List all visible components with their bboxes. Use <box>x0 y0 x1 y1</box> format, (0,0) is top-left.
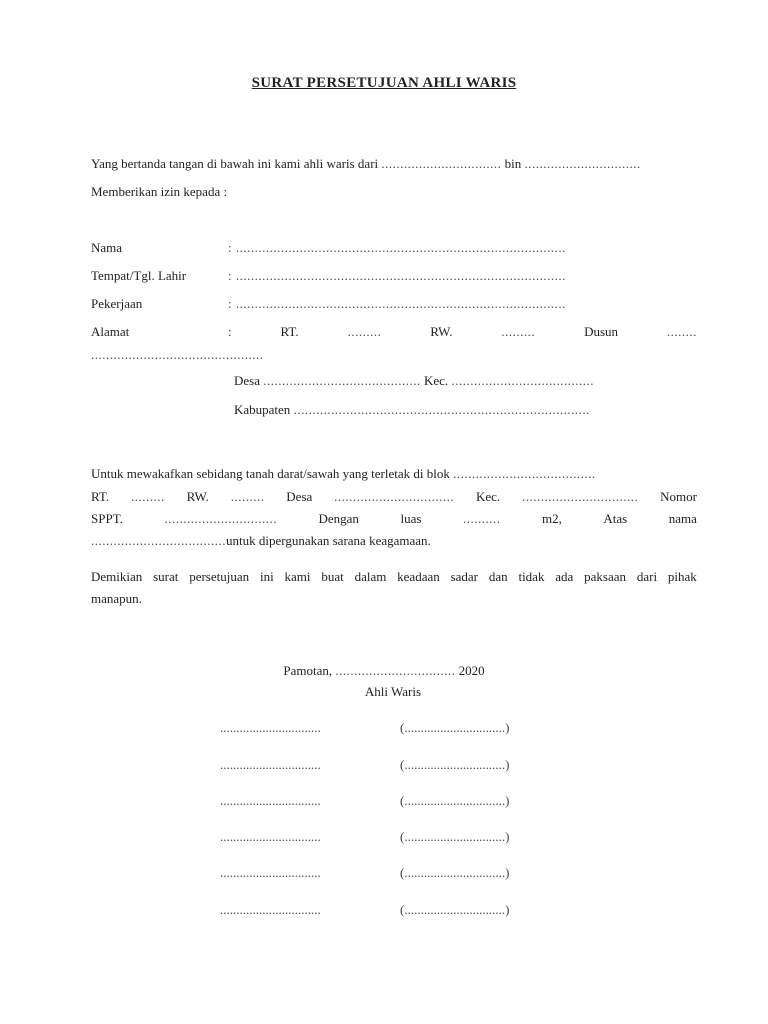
field-value: : ........................................................................................ <box>228 268 566 283</box>
rt-blank: ......... <box>130 489 165 504</box>
field-tempat-tgl-lahir <box>91 268 697 284</box>
word: sadar <box>450 569 479 584</box>
word: luas <box>400 511 422 526</box>
dusun-label: Dusun <box>584 324 619 339</box>
signature-blank: ............................... <box>220 720 321 735</box>
word: Demikian <box>91 569 143 584</box>
blok-blank: ...................................... <box>453 466 596 481</box>
word: paksaan <box>584 569 627 584</box>
wakaf-line-3 <box>91 511 697 527</box>
word: m2, <box>541 511 562 526</box>
wakaf-text: Untuk mewakafkan sebidang tanah darat/sawah yang terletak di blok <box>91 466 450 481</box>
rt-label: RT. <box>280 324 299 339</box>
heir-name-blank: (...............................) <box>400 902 510 917</box>
desa-blank: ................................ <box>334 489 455 504</box>
kec-blank: ...................................... <box>451 373 594 388</box>
rw-blank: ......... <box>501 324 536 339</box>
closing-line-1 <box>91 569 697 585</box>
word: nama <box>668 511 697 526</box>
word: kami <box>284 569 311 584</box>
heirs-label: Ahli Waris <box>364 684 422 699</box>
desa-label: Desa <box>286 489 313 504</box>
word: ada <box>555 569 574 584</box>
word: pihak <box>667 569 697 584</box>
kec-label: Kec. <box>424 373 449 388</box>
wakaf-line-1 <box>91 466 697 482</box>
wakaf-line-4 <box>91 533 697 549</box>
word: persetujuan <box>189 569 250 584</box>
sppt-label: SPPT. <box>91 511 123 526</box>
word: dalam <box>354 569 387 584</box>
word: dari <box>636 569 658 584</box>
kec-blank: ............................... <box>522 489 639 504</box>
address-continuation-blank: .............................................. <box>91 347 264 362</box>
heir-name-blank: (...............................) <box>400 757 510 772</box>
nomor-label: Nomor <box>660 489 697 504</box>
field-label: Alamat <box>91 324 130 339</box>
field-label: Nama <box>91 240 123 255</box>
luas-blank: .......... <box>462 511 501 526</box>
signature-blank: ............................... <box>220 902 321 917</box>
rw-label: RW. <box>430 324 453 339</box>
word: ini <box>259 569 274 584</box>
field-value: : ........................................................................................ <box>228 296 566 311</box>
year: 2020 <box>458 663 485 678</box>
desa-label: Desa <box>234 373 260 388</box>
rt-blank: ......... <box>347 324 382 339</box>
heir-name-blank: (...............................) <box>400 720 510 735</box>
kabupaten-blank: ............................................................................... <box>293 402 590 417</box>
colon: : <box>228 324 232 339</box>
rt-label: RT. <box>91 489 110 504</box>
closing-line-2: manapun. <box>91 591 142 606</box>
wakaf-purpose: untuk dipergunakan sarana keagamaan. <box>226 533 431 548</box>
word: keadaan <box>397 569 440 584</box>
kec-label: Kec. <box>475 489 501 504</box>
intro-line <box>91 156 697 172</box>
signature-blank: ............................... <box>220 865 321 880</box>
rw-label: RW. <box>186 489 209 504</box>
field-nama <box>91 240 697 256</box>
wakaf-line-2 <box>91 489 697 505</box>
dusun-blank: ........ <box>666 324 697 339</box>
field-alamat <box>91 324 697 340</box>
sppt-blank: .............................. <box>164 511 277 526</box>
deceased-name-blank: ................................ <box>381 156 502 171</box>
bin-text: bin <box>504 156 522 171</box>
date-blank: ................................ <box>335 663 456 678</box>
atas-nama-blank: .................................... <box>91 533 226 548</box>
signature-blank: ............................... <box>220 757 321 772</box>
field-label: Pekerjaan <box>91 296 143 311</box>
word: Dengan <box>318 511 359 526</box>
heir-name-blank: (...............................) <box>400 865 510 880</box>
intro-text: Yang bertanda tangan di bawah ini kami ahli waris dari <box>91 156 379 171</box>
address-desa-kec <box>234 373 697 389</box>
word: surat <box>153 569 179 584</box>
father-name-blank: ............................... <box>524 156 641 171</box>
field-pekerjaan <box>91 296 697 312</box>
heir-name-blank: (...............................) <box>400 829 510 844</box>
signature-blank: ............................... <box>220 829 321 844</box>
word: buat <box>321 569 344 584</box>
desa-blank: .......................................... <box>263 373 421 388</box>
permission-line: Memberikan izin kepada : <box>91 184 228 199</box>
place: Pamotan, <box>283 663 333 678</box>
field-value: : ........................................................................................ <box>228 240 566 255</box>
document-title: SURAT PERSETUJUAN AHLI WARIS <box>251 75 517 91</box>
heir-name-blank: (...............................) <box>400 793 510 808</box>
place-date <box>0 663 768 679</box>
field-label: Tempat/Tgl. Lahir <box>91 268 187 283</box>
signature-blank: ............................... <box>220 793 321 808</box>
kabupaten-label: Kabupaten <box>234 402 291 417</box>
word: dan <box>488 569 508 584</box>
rw-blank: ......... <box>230 489 265 504</box>
address-kabupaten <box>234 402 697 418</box>
word: Atas <box>603 511 628 526</box>
word: tidak <box>518 569 545 584</box>
